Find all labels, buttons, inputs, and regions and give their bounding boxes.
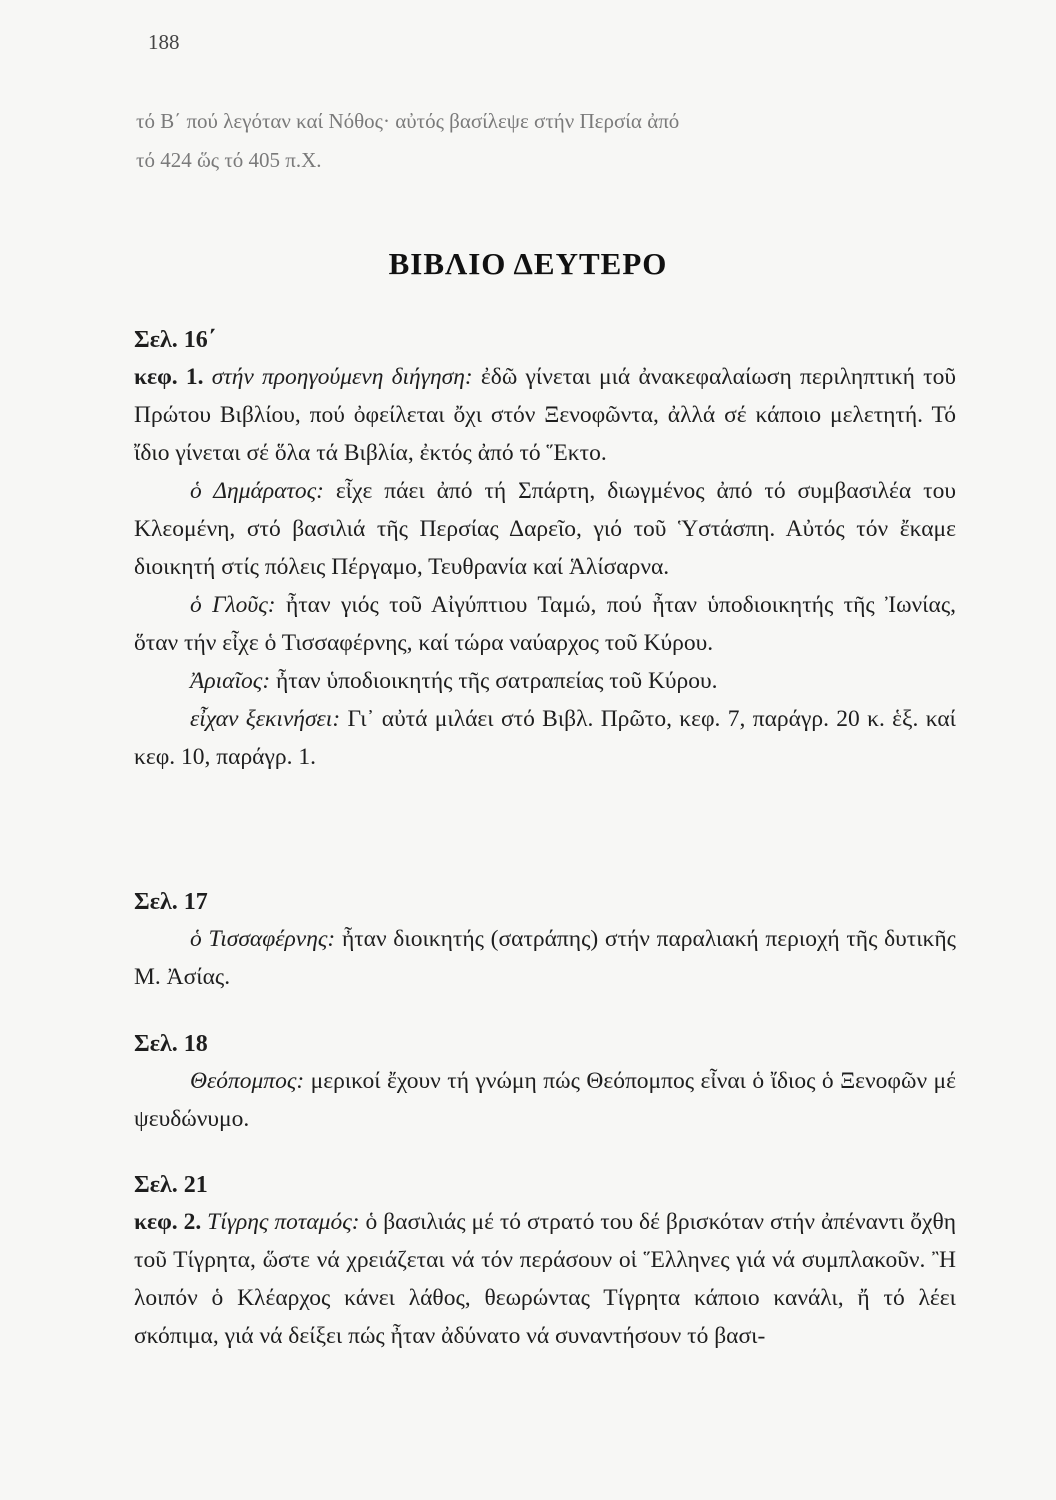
note-term: εἶχαν ξεκινήσει: (190, 706, 341, 732)
note-term: ὁ Τισσαφέρνης: (190, 926, 336, 952)
note-entry (134, 662, 956, 700)
note-term: Ἀριαῖος: (190, 668, 271, 694)
note-entry (134, 920, 956, 996)
note-text: Γι᾽ αὐτά μιλάει στό Βιβλ. Πρῶτο, κεφ. 7, παράγρ. 20 κ. ἑξ. καί κεφ. 10, παράγρ. 1. (134, 706, 956, 770)
note-text: ἦταν ὑποδιοικητής τῆς σατραπείας τοῦ Κύρου. (270, 668, 718, 694)
section-page-21 (134, 1167, 956, 1355)
chapter-label: κεφ. 1. (134, 364, 204, 390)
note-entry (134, 1203, 956, 1355)
note-text: ἐδῶ γίνεται μιά ἀνακεφαλαίωση περιληπτική τοῦ Πρώτου Βιβλίου, πού ὀφείλεται ὄχι στόν Ξενοφῶντα, ἀλλά σέ κάποιο μελετητή. Τό ἴδιο γίνεται σέ ὅλα τά Βιβλία, ἐκτός ἀπό τό Ἕκτο. (134, 364, 957, 466)
note-term: ὁ Δημάρατος: (190, 478, 324, 504)
book-title: ΒΙΒΛΙΟ ΔΕΥΤΕΡΟ (388, 246, 668, 281)
note-text: ἦταν γιός τοῦ Αἰγύπτιου Ταμώ, πού ἦταν ὑποδιοικητής τῆς Ἰωνίας, ὅταν τήν εἶχε ὁ Τισσαφέρνης, καί τώρα ναύαρχος τοῦ Κύρου. (134, 592, 956, 656)
note-term: Θεόπομπος: (190, 1068, 305, 1094)
note-term: στήν προηγούμενη διήγηση: (211, 364, 473, 390)
section-page-18 (134, 1026, 956, 1138)
note-text: εἶχε πάει ἀπό τή Σπάρτη, διωγμένος ἀπό τό συμβασιλέα του Κλεομένη, στό βασιλιά τῆς Περσίας Δαρεῖο, γιό τοῦ Ὑστάσπη. Αὐτός τόν ἔκαμε διοικητή στίς πόλεις Πέργαμο, Τευθρανία καί Ἁλίσαρνα. (134, 478, 956, 580)
note-entry (134, 700, 956, 776)
intro-paragraph (136, 102, 956, 180)
page-number: 188 (148, 30, 180, 54)
note-term: Τίγρης ποταμός: (207, 1209, 360, 1235)
note-text: ὁ βασιλιάς μέ τό στρατό του δέ βρισκόταν στήν ἀπέναντι ὄχθη τοῦ Τίγρητα, ὥστε νά χρειάζεται νά τόν περάσουν οἱ Ἕλληνες γιά νά συμπλακοῦν. Ἢ λοιπόν ὁ Κλέαρχος κάνει λάθος, θεωρώντας Τίγρητα κάποιο κανάλι, ἤ τό λέει σκόπιμα, γιά νά δείξει πώς ἦταν ἀδύνατο νά συναντήσουν τό βασι- (134, 1209, 956, 1349)
section-heading: Σελ. 17 (134, 889, 208, 915)
note-text: μερικοί ἔχουν τή γνώμη πώς Θεόπομπος εἶναι ὁ ἴδιος ὁ Ξενοφῶν μέ ψευδώνυμο. (134, 1068, 956, 1132)
note-entry (134, 472, 956, 586)
note-text: ἦταν διοικητής (σατράπης) στήν παραλιακή περιοχή τῆς δυτικῆς Μ. Ἀσίας. (134, 926, 956, 990)
section-page-17 (134, 884, 956, 996)
section-page-16 (134, 322, 956, 776)
section-heading: Σελ. 21 (134, 1172, 208, 1198)
note-entry (134, 586, 956, 662)
note-entry (134, 1062, 956, 1138)
section-heading: Σελ. 18 (134, 1031, 208, 1057)
section-heading: Σελ. 16΄ (134, 327, 216, 353)
intro-line: τό 424 ὥς τό 405 π.Χ. (136, 148, 322, 172)
note-term: ὁ Γλοῦς: (190, 592, 276, 618)
note-entry (134, 358, 956, 472)
chapter-label: κεφ. 2. (134, 1209, 202, 1235)
intro-line: τό Β΄ πού λεγόταν καί Νόθος· αὐτός βασίλεψε στήν Περσία ἀπό (136, 109, 680, 133)
